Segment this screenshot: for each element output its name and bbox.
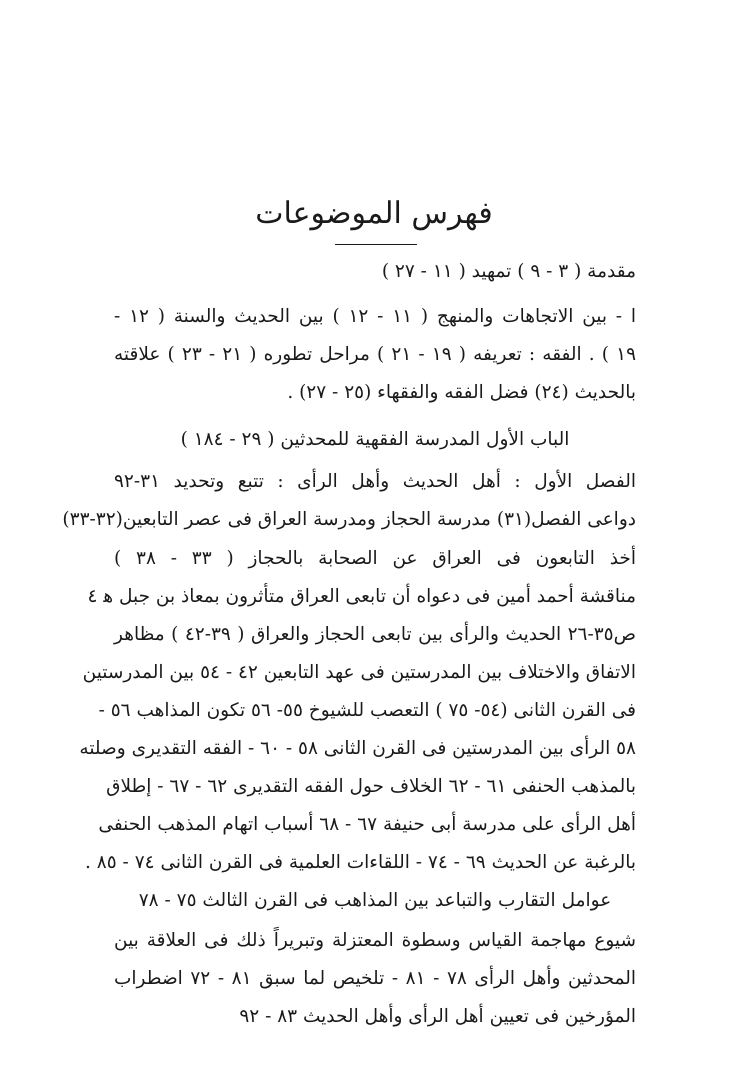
toc-line: ص٣٥-٢٦ الحديث والرأى بين تابعى الحجاز والعراق ( ٣٩-٤٢ ) مظاهر	[114, 624, 636, 645]
toc-line: المحدثين وأهل الرأى ٧٨ - ٨١ - تلخيص لما سبق ٨١ - ٧٢ اضطراب	[114, 968, 636, 989]
toc-chapter-heading: الباب الأول المدرسة الفقهية للمحدثين ( ٢٩ - ١٨٤ )	[180, 429, 570, 450]
toc-line: أهل الرأى على مدرسة أبى حنيفة ٦٧ - ٦٨ أسباب اتهام المذهب الحنفى	[98, 814, 636, 835]
toc-line: ١٩ ) . الفقه : تعريفه ( ١٩ - ٢١ ) مراحل تطوره ( ٢١ - ٢٣ ) علاقته	[114, 344, 637, 365]
toc-line: مناقشة أحمد أمين فى دعواه أن تابعى العراق متأثرون بمعاذ بن جبل ﻫ ٤	[87, 586, 636, 607]
toc-section-heading: عوامل التقارب والتباعد بين المذاهب فى القرن الثالث ٧٥ - ٧٨	[138, 890, 612, 911]
toc-line: ا - بين الاتجاهات والمنهج ( ١١ - ١٢ ) بين الحديث والسنة ( ١٢ -	[114, 306, 636, 327]
toc-line: شيوع مهاجمة القياس وسطوة المعتزلة وتبريراً ذلك فى العلاقة بين	[114, 930, 636, 951]
toc-line: بالمذهب الحنفى ٦١ - ٦٢ الخلاف حول الفقه التقديرى ٦٢ - ٦٧ - إطلاق	[106, 776, 636, 797]
toc-line: بالرغبة عن الحديث ٦٩ - ٧٤ - اللقاءات العلمية فى القرن الثانى ٧٤ - ٨٥ .	[85, 852, 636, 873]
toc-line: فى القرن الثانى (٥٤- ٧٥ ) التعصب للشيوخ ٥٥- ٥٦ تكون المذاهب ٥٦ -	[98, 700, 636, 721]
toc-line: المؤرخين فى تعيين أهل الرأى وأهل الحديث ٨٣ - ٩٢	[239, 1006, 636, 1027]
toc-line-intro: مقدمة ( ٣ - ٩ ) تمهيد ( ١١ - ٢٧ )	[381, 261, 636, 282]
toc-line: الاتفاق والاختلاف بين المدرستين فى عهد التابعين ٤٢ - ٥٤ بين المدرستين	[82, 662, 636, 683]
toc-line: أخذ التابعون فى العراق عن الصحابة بالحجاز ( ٣٣ - ٣٨ )	[114, 548, 636, 569]
toc-section-heading: الفصل الأول : أهل الحديث وأهل الرأى : تتبع وتحديد ٣١-٩٢	[114, 471, 636, 492]
toc-line: دواعى الفصل(٣١) مدرسة الحجاز ومدرسة العراق فى عصر التابعين(٣٢-٣٣)	[62, 509, 636, 530]
title-underline	[335, 244, 417, 245]
toc-line: بالحديث (٢٤) فضل الفقه والفقهاء (٢٥ - ٢٧) .	[287, 382, 636, 403]
page-title: فهرس الموضوعات	[255, 196, 493, 231]
toc-line: ٥٨ الرأى بين المدرستين فى القرن الثانى ٥٨ - ٦٠ - الفقه التقديرى وصلته	[79, 738, 636, 759]
